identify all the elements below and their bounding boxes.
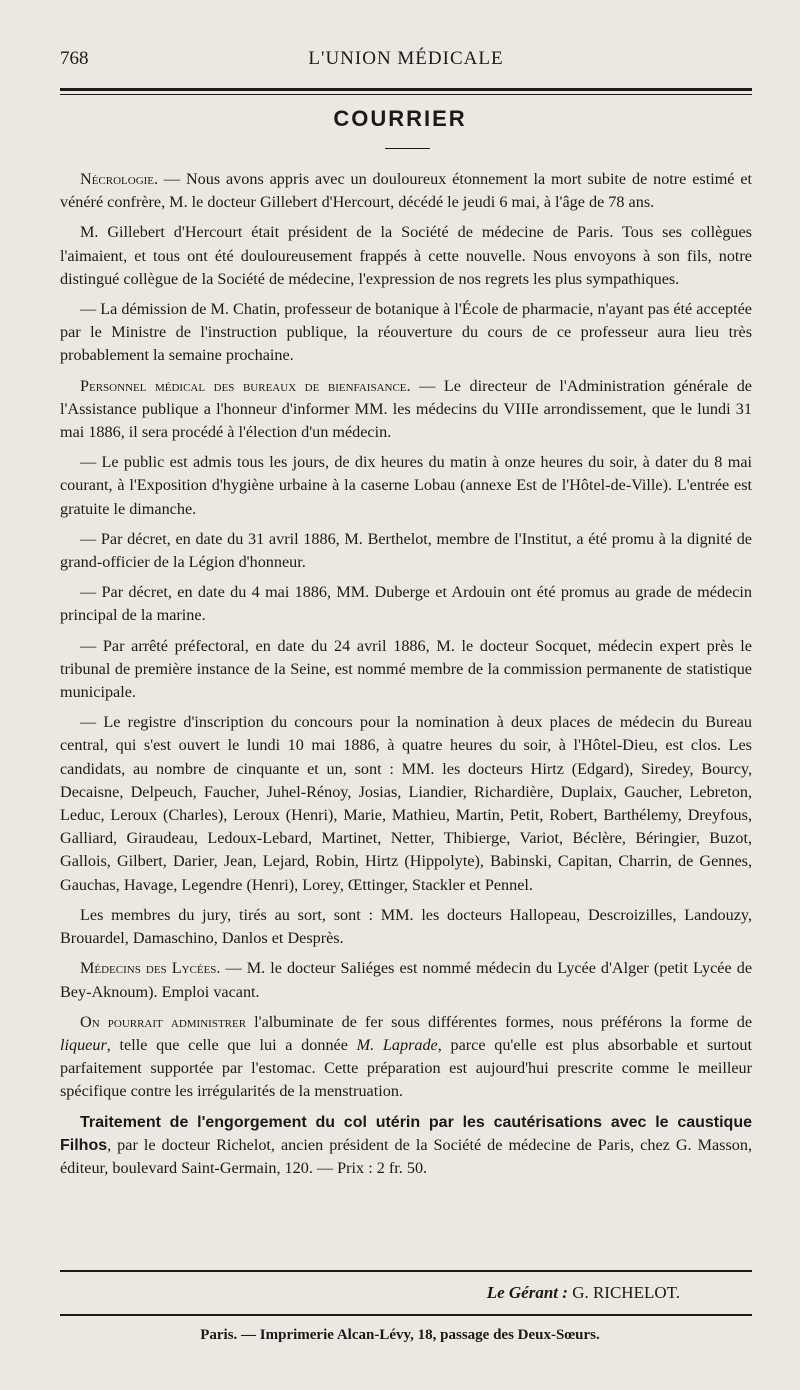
text-albuminate-c: , telle que celle que lui a donnée bbox=[106, 1035, 357, 1054]
section-title: COURRIER bbox=[333, 106, 467, 131]
text-laprade: M. Laprade bbox=[356, 1035, 438, 1054]
text-lycees: — M. le docteur Saliéges est nommé médecin du Lycée d'Alger (petit Lycée de Bey-Aknoum). Emploi vacant. bbox=[60, 959, 752, 1001]
printer-footer: Paris. — Imprimerie Alcan-Lévy, 18, passage des Deux-Sœurs. bbox=[200, 1327, 600, 1343]
running-header bbox=[60, 48, 752, 70]
closing-rule bbox=[60, 1270, 752, 1272]
text-liqueur: liqueur bbox=[60, 1035, 107, 1054]
text-necrologie: — Nous avons appris avec un douloureux étonnement la mort subite de notre estimé et vénéré confrère, M. le docteur Gillebert d'Hercourt, décédé le jeudi 6 mai, à l'âge de 78 ans. bbox=[60, 170, 752, 212]
text-traitement: , par le docteur Richelot, ancien président de la Société de médecine de Paris, chez G. Masson, éditeur, boulevard Saint-Germain, 120. — Prix : 2 fr. 50. bbox=[60, 1135, 752, 1177]
paragraph-exposition: — Le public est admis tous les jours, de dix heures du matin à onze heures du soir, à dater du 8 mai courant, à l'Exposition d'hygiène urbaine à la caserne Lobau (annexe Est de l'Hôtel-de-Ville). L'entrée est gratuite le dimanche. bbox=[60, 453, 752, 518]
signature-label: Le Gérant : bbox=[486, 1283, 568, 1302]
paragraph-necrologie bbox=[60, 168, 752, 214]
paragraph-albuminate bbox=[60, 1011, 752, 1104]
paragraph-marine: — Par décret, en date du 4 mai 1886, MM. Duberge et Ardouin ont été promus au grade de médecin principal de la marine. bbox=[60, 583, 752, 625]
signature-name: G. RICHELOT. bbox=[567, 1283, 680, 1302]
paragraph-concours: — Le registre d'inscription du concours pour la nomination à deux places de médecin du Bureau central, qui s'est ouvert le lundi 10 mai 1886, à quatre heures du soir, à l'Hôtel-Dieu, est clos. Les candidats, au nombre de cinquante et un, sont : MM. les docteurs Hirtz (Edgard), Siredey, Bourcy, Decaisne, Delpeuch, Faucher, Juhel-Rénoy, Josias, Liandier, Richardière, Duplaix, Gaucher, Lebreton, Leduc, Leroux (Charles), Leroux (Henri), Marie, Mathieu, Martin, Petit, Robert, Barthélemy, Dreyfous, Galliard, Giraudeau, Ledoux-Lebard, Martinet, Netter, Thibierge, Variot, Béclère, Béringier, Buzot, Gallois, Gilbert, Darier, Jean, Lejard, Robin, Hirtz (Hippolyte), Babinski, Capitan, Charrin, de Gennes, Gauchas, Havage, Legendre (Henri), Lorey, Œttinger, Stackler et Pennel. bbox=[60, 713, 752, 894]
book-title: Traitement de l'engorgement du col utérin par les cautérisations avec le caustique Filhos bbox=[60, 1113, 752, 1154]
lead-necrologie: Nécrologie. bbox=[80, 170, 159, 188]
article-body bbox=[60, 168, 752, 1187]
paragraph-lycees bbox=[60, 957, 752, 1003]
lead-lycees: Médecins des Lycées. bbox=[80, 959, 221, 978]
paragraph-traitement bbox=[60, 1111, 752, 1181]
paragraph-chatin: — La démission de M. Chatin, professeur de botanique à l'École de pharmacie, n'ayant pas été acceptée par le Ministre de l'instruction publique, la réouverture du cours de ce professeur aura lieu très probablement la semaine prochaine. bbox=[60, 300, 752, 365]
header-rule bbox=[60, 88, 752, 91]
header-rule-thin bbox=[60, 94, 752, 95]
journal-title: L'UNION MÉDICALE bbox=[308, 48, 504, 69]
paragraph-socquet: — Par arrêté préfectoral, en date du 24 avril 1886, M. le docteur Socquet, médecin expert près le tribunal de première instance de la Seine, est nommé membre de la commission permanente de statistique municipale. bbox=[60, 636, 752, 702]
footer-rule bbox=[60, 1314, 752, 1316]
text-albuminate-e: , parce qu'elle est plus absorbable et surtout parfaitement supportée par l'estomac. Cette préparation est aujourd'hui prescrite comme le meilleur spécifique contre les irrégularités de la menstruation. bbox=[60, 1035, 752, 1101]
title-rule bbox=[385, 148, 430, 149]
paragraph-berthelot: — Par décret, en date du 31 avril 1886, M. Berthelot, membre de l'Institut, a été promu à la dignité de grand-officier de la Légion d'honneur. bbox=[60, 529, 752, 572]
text-albuminate-a: l'albuminate de fer sous différentes formes, nous préférons la forme de bbox=[246, 1012, 753, 1031]
page-number: 768 bbox=[60, 48, 89, 69]
paragraph-gillebert: M. Gillebert d'Hercourt était président de la Société de médecine de Paris. Tous ses collègues l'aimaient, et tous ont été douloureusement frappés à cette nouvelle. Nous envoyons à son fils, notre distingué collègue de la Société de médecine, l'expression de nos regrets les plus sympathiques. bbox=[60, 223, 752, 288]
lead-bienfaisance: Personnel médical des bureaux de bienfaisance. bbox=[80, 376, 411, 395]
paragraph-bienfaisance bbox=[60, 375, 752, 445]
paragraph-jury: Les membres du jury, tirés au sort, sont : MM. les docteurs Hallopeau, Descroizilles, Landouzy, Brouardel, Damaschino, Danlos et Desprès. bbox=[60, 905, 752, 948]
lead-albuminate: On pourrait administrer bbox=[80, 1012, 247, 1031]
signature bbox=[487, 1283, 680, 1303]
text-bienfaisance: — Le directeur de l'Administration générale de l'Assistance publique a l'honneur d'informer MM. les médecins du VIIIe arrondissement, que le lundi 31 mai 1886, il sera procédé à l'élection d'un médecin. bbox=[60, 376, 752, 442]
